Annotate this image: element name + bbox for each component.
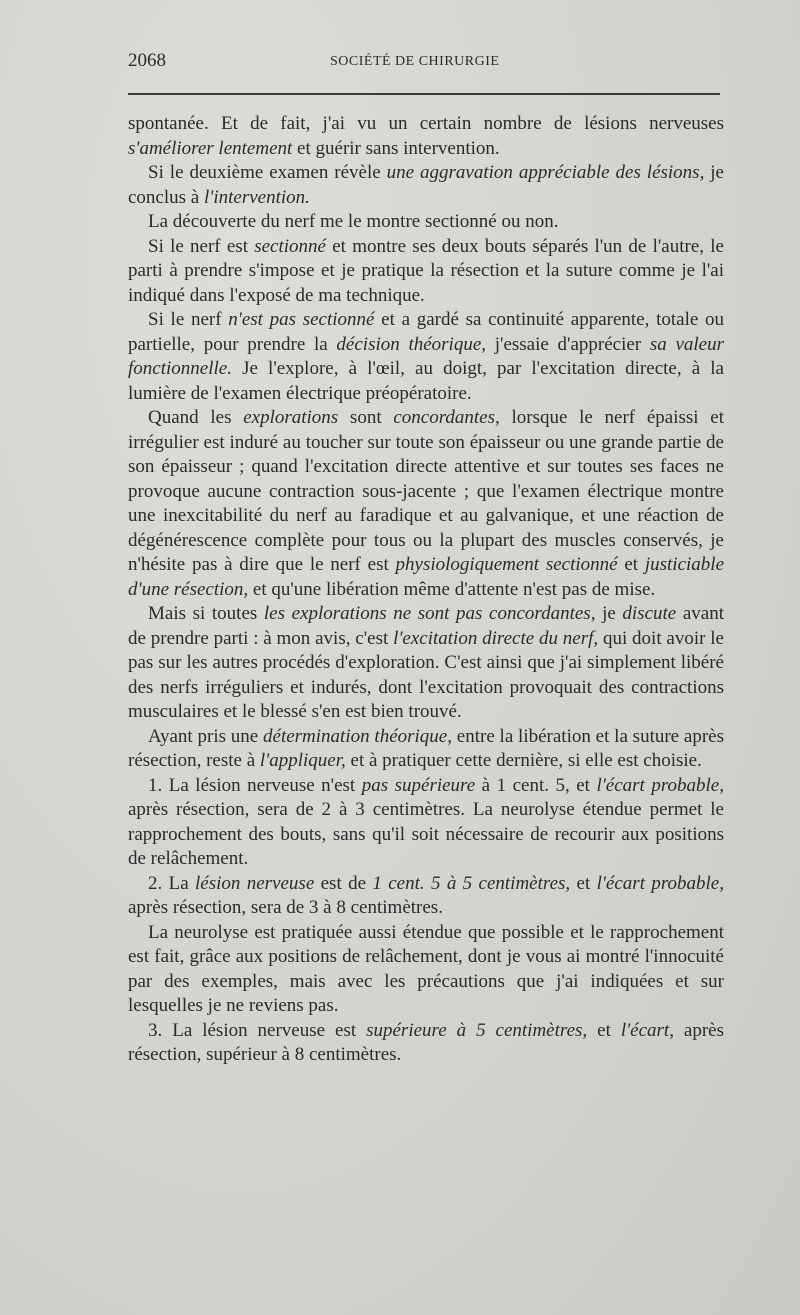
italic-run: s'améliorer lentement [128,137,293,159]
text-run: lorsque le nerf épaissi et irrégulier est induré au toucher sur toute son épaisseur ou une grande partie de son épaisseur ; quand l'excitation directe attentive et sur toutes ses faces ne provoque aucune contraction sous-jacente ; que l'examen électrique montre une inexcitabilité du nerf au faradique et au galvanique, et une réaction de dégénérescence complète pour tous ou la plupart des muscles conservés, je n'hésite pas à dire que le nerf est [128,407,724,575]
text-run: Quand les [148,407,244,428]
text-run: après résection, sera de 2 à 3 centimètres. La neurolyse étendue permet le rapprochement des bouts, sans qu'il soit nécessaire de recourir aux positions de relâchement. [128,799,724,869]
italic-run: concordantes, [393,407,500,428]
paragraph-4 [128,235,724,309]
paragraph-12 [128,1019,724,1068]
paragraph-2 [128,161,724,210]
paragraph-3 [128,210,724,235]
italic-run: 1 cent. 5 à 5 centimètres, [372,872,571,894]
italic-run: n'est pas sectionné [228,309,375,330]
italic-run: justiciable d'une résection, [128,554,724,600]
text-run: spontanée. Et de fait, j'ai vu un certain nombre de lésions nerveuses [128,113,724,134]
italic-run: une aggravation appréciable des lésions, [386,162,705,183]
italic-run: lésion nerveuse [195,872,315,894]
text-run: et [570,872,597,894]
text-run: et a gardé sa continuité apparente, totale ou partielle, pour prendre la [128,309,724,355]
text-run: qui doit avoir le pas sur les autres procédés d'exploration. C'est ainsi que j'ai simplement libéré des nerfs irréguliers et indurés, dont l'excitation provoquait des contractions musculaires et le blessé s'en est bien trouvé. [128,627,724,722]
text-run: et montre ses deux bouts séparés l'un de l'autre, le parti à prendre s'impose et je pratique la résection et la suture comme je l'ai indiqué dans l'exposé de ma technique. [128,235,724,306]
italic-run: l'appliquer, [259,750,346,771]
running-head: SOCIÉTÉ DE CHIRURGIE [330,54,500,69]
paragraph-1 [128,112,724,161]
text-run: je [595,603,623,624]
italic-run: sa valeur fonctionnelle. [128,333,724,379]
paragraph-10 [128,872,724,921]
paragraph-5 [128,308,724,406]
paragraph-6 [128,406,724,602]
text-run: et [617,554,645,575]
header-rule [128,93,720,95]
body-text [128,112,724,1068]
italic-run: les explorations ne sont pas concordantes, [263,603,596,624]
text-run: avant de prendre parti : à mon avis, c'est [128,603,724,649]
text-run: après résection, supérieur à 8 centimètres. [128,1019,724,1065]
page-number: 2068 [128,50,166,71]
italic-run: pas supérieure [361,774,476,796]
italic-run: physiologiquement sectionné [395,554,618,575]
italic-run: l'écart probable, [596,774,724,796]
italic-run: explorations [243,407,339,428]
paragraph-7 [128,602,724,725]
text-run: Je l'explore, à l'œil, au doigt, par l'excitation directe, à la lumière de l'examen électrique préopératoire. [128,358,724,404]
text-run: et [587,1019,621,1041]
text-run: j'essaie d'apprécier [486,333,650,355]
paragraph-8 [128,725,724,774]
italic-run: l'intervention. [203,186,310,208]
text-run: et guérir sans intervention. [292,137,500,159]
text-run: entre la libération et la suture après résection, reste à [128,725,724,771]
text-run: est de [314,872,373,894]
text-run: La neurolyse est pratiquée aussi étendue que possible et le rapprochement est fait, grâce aux positions de relâchement, dont je vous ai montré l'innocuité par des exemples, mais avec les précautions que j'ai indiquées et sur lesquelles je ne reviens pas. [128,921,724,1016]
text-run: 1. La lésion nerveuse n'est [148,774,362,796]
text-run: Si le deuxième examen révèle [148,162,387,183]
text-run: 3. La lésion nerveuse est [148,1019,367,1041]
italic-run: sectionné [254,235,326,257]
italic-run: l'écart, [620,1019,674,1041]
text-run: La découverte du nerf me le montre sectionné ou non. [148,211,559,232]
text-run: Mais si toutes [148,603,264,624]
paragraph-9 [128,774,724,872]
italic-run: décision théorique, [336,333,487,355]
italic-run: détermination théorique, [263,725,452,747]
italic-run: l'excitation directe du nerf, [393,627,599,649]
text-run: Si le nerf est [148,235,255,257]
italic-run: discute [622,603,677,624]
paragraph-11 [128,921,724,1019]
text-run: Si le nerf [148,309,229,330]
text-run: après résection, sera de 3 à 8 centimètres. [128,897,443,918]
text-run: et qu'une libération même d'attente n'est pas de mise. [248,578,656,600]
text-run: 2. La [148,872,195,894]
text-run: je conclus à [128,162,724,208]
text-run: à 1 cent. 5, et [475,774,597,796]
text-run: Ayant pris une [148,725,264,747]
text-run: et à pratiquer cette dernière, si elle est choisie. [345,750,702,771]
italic-run: supérieure à 5 centimètres, [366,1019,588,1041]
italic-run: l'écart probable, [596,872,724,894]
text-run: sont [338,407,394,428]
